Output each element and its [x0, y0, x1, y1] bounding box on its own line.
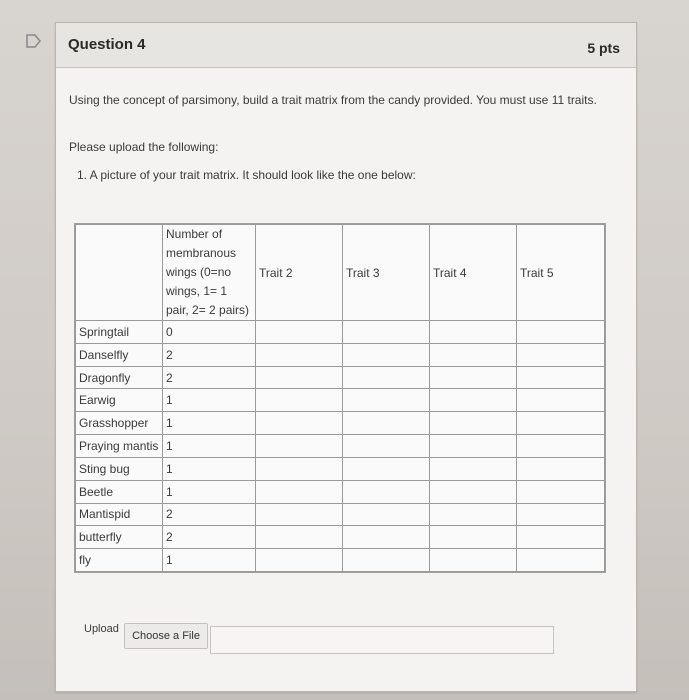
trait-value: 1 — [163, 435, 256, 458]
matrix-column-header: Trait 2 — [256, 225, 343, 321]
question-title: Question 4 — [68, 36, 146, 53]
matrix-column-header: Trait 5 — [517, 225, 605, 321]
matrix-row — [76, 526, 605, 549]
species-name: Beetle — [76, 480, 163, 503]
matrix-corner-cell — [76, 225, 163, 321]
trait-value: 1 — [163, 480, 256, 503]
species-name: Dragonfly — [76, 366, 163, 389]
matrix-row — [76, 457, 605, 480]
species-name: Danselfly — [76, 343, 163, 366]
matrix-row — [76, 435, 605, 458]
species-name: Mantispid — [76, 503, 163, 526]
question-points: 5 pts — [587, 40, 620, 56]
matrix-row — [76, 389, 605, 412]
matrix-row — [76, 412, 605, 435]
flag-question-icon[interactable] — [26, 34, 42, 48]
instruction-item-1: 1. A picture of your trait matrix. It should look like the one below: — [77, 168, 416, 182]
species-name: Praying mantis — [76, 435, 163, 458]
matrix-column-header: Number of membranous wings (0=no wings, 1= 1 pair, 2= 2 pairs) — [163, 225, 256, 321]
species-name: Springtail — [76, 321, 163, 344]
trait-value: 1 — [163, 549, 256, 572]
trait-value: 2 — [163, 526, 256, 549]
species-name: Earwig — [76, 389, 163, 412]
trait-value: 0 — [163, 321, 256, 344]
matrix-row — [76, 480, 605, 503]
question-card — [55, 22, 637, 692]
species-name: Grasshopper — [76, 412, 163, 435]
trait-value: 1 — [163, 412, 256, 435]
trait-value: 1 — [163, 457, 256, 480]
upload-label: Upload — [84, 623, 119, 635]
choose-file-button[interactable]: Choose a File — [124, 623, 208, 649]
matrix-column-header: Trait 4 — [430, 225, 517, 321]
matrix-row — [76, 503, 605, 526]
trait-value: 1 — [163, 389, 256, 412]
question-header — [56, 23, 636, 68]
matrix-column-header: Trait 3 — [343, 225, 430, 321]
question-prompt: Using the concept of parsimony, build a trait matrix from the candy provided. You must use 11 traits. — [69, 93, 597, 107]
matrix-row — [76, 549, 605, 572]
trait-matrix-image — [74, 223, 606, 573]
species-name: butterfly — [76, 526, 163, 549]
matrix-row — [76, 343, 605, 366]
species-name: Sting bug — [76, 457, 163, 480]
upload-file-field[interactable] — [210, 626, 554, 654]
matrix-row — [76, 366, 605, 389]
trait-value: 2 — [163, 366, 256, 389]
species-name: fly — [76, 549, 163, 572]
trait-value: 2 — [163, 503, 256, 526]
matrix-row — [76, 321, 605, 344]
upload-instructions: Please upload the following: — [69, 140, 219, 154]
trait-value: 2 — [163, 343, 256, 366]
